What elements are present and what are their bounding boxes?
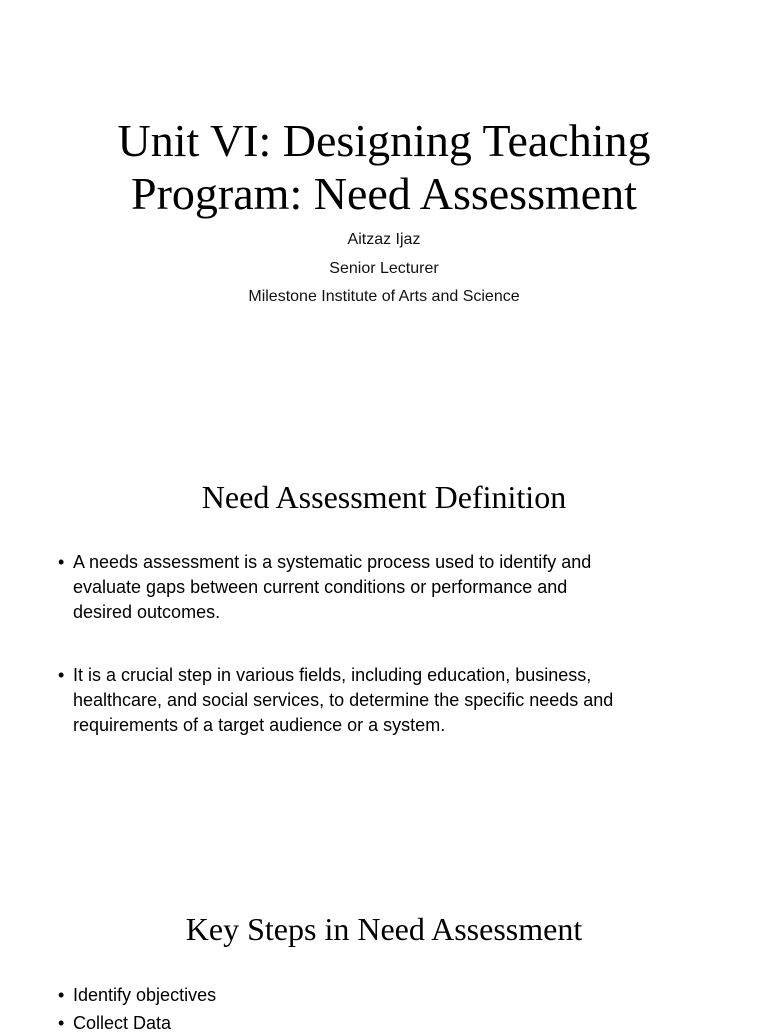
author-name: Aitzaz Ijaz: [347, 231, 421, 248]
bullet-icon: •: [58, 665, 65, 685]
bullet-text: Collect Data: [73, 1013, 172, 1033]
bullet-line: healthcare, and social services, to determine the specific needs and: [73, 690, 614, 710]
bullet-line: desired outcomes.: [73, 602, 221, 622]
title-line-2: Program: Need Assessment: [131, 168, 637, 219]
bullet-text: Identify objectives: [73, 985, 217, 1005]
bullet-line: evaluate gaps between current conditions or performance and: [73, 577, 568, 597]
bullet-icon: •: [58, 552, 65, 572]
bullet-icon: •: [58, 1013, 65, 1033]
steps-bullet-1: [58, 983, 698, 1008]
steps-title: Key Steps in Need Assessment: [185, 911, 583, 947]
bullet-line: requirements of a target audience or a system.: [73, 715, 446, 735]
bullet-icon: •: [58, 985, 65, 1005]
steps-bullet-list: [58, 983, 698, 1036]
definition-title: Need Assessment Definition: [201, 479, 567, 515]
author-position: Senior Lecturer: [329, 260, 439, 277]
institution-name: Milestone Institute of Arts and Science: [248, 288, 520, 305]
title-line-1: Unit VI: Designing Teaching: [117, 115, 651, 166]
bullet-line: It is a crucial step in various fields, including education, business,: [73, 665, 592, 685]
bullet-line: A needs assessment is a systematic process used to identify and: [73, 552, 592, 572]
